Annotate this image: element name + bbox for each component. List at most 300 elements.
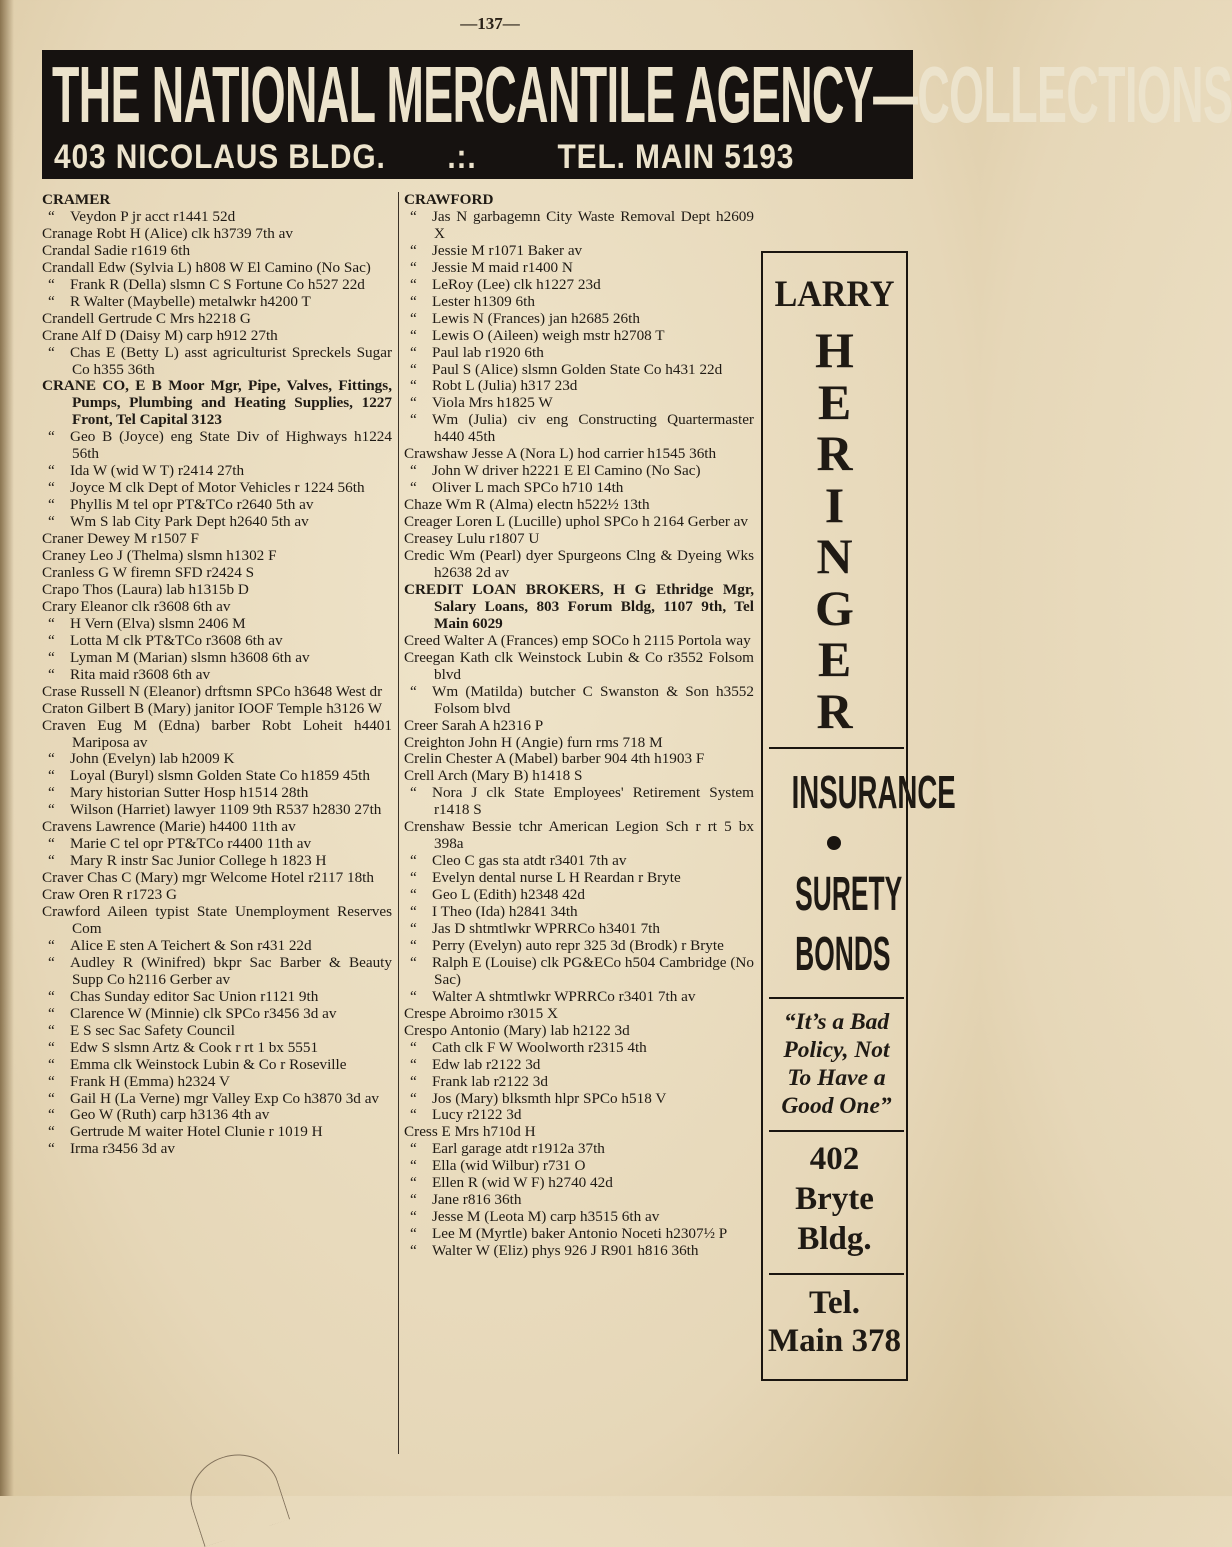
entry-text: Lester h1309 6th: [432, 292, 535, 310]
directory-entry: [42, 243, 392, 260]
ditto-mark: “: [410, 377, 417, 395]
directory-entry: [42, 853, 392, 870]
banner-address: 403 NICOLAUS BLDG.: [54, 138, 386, 176]
directory-entry: [42, 429, 392, 463]
advertisement-banner: [42, 50, 1232, 179]
ditto-mark: “: [48, 631, 55, 649]
directory-entry: [404, 1040, 754, 1057]
entry-text: Cleo C gas sta atdt r3401 7th av: [432, 852, 627, 870]
ditto-mark: “: [410, 1157, 417, 1175]
directory-entry: [404, 785, 754, 819]
directory-entry: [404, 938, 754, 955]
ditto-mark: “: [410, 292, 417, 310]
ditto-mark: “: [410, 1106, 417, 1124]
directory-entry: [404, 1209, 754, 1226]
ditto-mark: “: [48, 428, 55, 446]
directory-entry: [42, 633, 392, 650]
ditto-mark: “: [48, 1106, 55, 1124]
entry-text: Veydon P jr acct r1441 52d: [70, 207, 236, 225]
entry-text: Lewis O (Aileen) weigh mstr h2708 T: [432, 326, 665, 344]
directory-entry: [42, 1006, 392, 1023]
directory-entry: [404, 1023, 754, 1040]
ditto-mark: “: [48, 852, 55, 870]
directory-entry: [404, 1006, 754, 1023]
directory-entry: [42, 836, 392, 853]
directory-entry: [404, 853, 754, 870]
ditto-mark: “: [410, 869, 417, 887]
directory-entry: [42, 1124, 392, 1141]
directory-entry: [42, 751, 392, 768]
directory-entry: [42, 870, 392, 887]
directory-entry: [404, 378, 754, 395]
ditto-mark: “: [410, 784, 417, 802]
ditto-mark: “: [410, 1174, 417, 1192]
entry-text: Wilson (Harriet) lawyer 1109 9th R537 h2830 27th: [70, 801, 382, 819]
directory-entry: [404, 412, 754, 446]
entry-text: Crenshaw Bessie tchr American Legion Sch r rt 5 bx 398a: [404, 818, 754, 853]
ditto-mark: “: [48, 1072, 55, 1090]
ditto-mark: “: [410, 936, 417, 954]
entry-text: Jessie M r1071 Baker av: [432, 241, 583, 259]
ad-last-name-letter: H: [815, 322, 854, 378]
directory-entry: [404, 1057, 754, 1074]
entry-text: Ida W (wid W T) r2414 27th: [70, 462, 245, 480]
directory-entry: [42, 887, 392, 904]
ditto-mark: “: [48, 1038, 55, 1056]
entry-text: Craner Dewey M r1507 F: [42, 530, 199, 548]
ditto-mark: “: [410, 207, 417, 225]
ditto-mark: “: [410, 360, 417, 378]
directory-entry: [404, 921, 754, 938]
ditto-mark: “: [410, 343, 417, 361]
entry-text: Geo L (Edith) h2348 42d: [432, 886, 585, 904]
directory-entry: [404, 260, 754, 277]
directory-entry: [42, 497, 392, 514]
ad-rule: [769, 1130, 904, 1132]
directory-entry: [404, 1226, 754, 1243]
directory-entry: [404, 887, 754, 904]
ditto-mark: “: [410, 258, 417, 276]
directory-entry: [42, 480, 392, 497]
entry-text: Cranage Robt H (Alice) clk h3739 7th av: [42, 224, 293, 242]
entry-text: Frank R (Della) slsmn C S Fortune Co h527 22d: [70, 275, 365, 293]
page-binding-shadow: [0, 0, 14, 1496]
directory-entry: [42, 294, 392, 311]
ditto-mark: “: [48, 987, 55, 1005]
ditto-mark: “: [410, 1140, 417, 1158]
ditto-mark: “: [410, 394, 417, 412]
entry-text: Cath clk F W Woolworth r2315 4th: [432, 1038, 647, 1056]
directory-entry: [404, 1091, 754, 1108]
entry-text: Craw Oren R r1723 G: [42, 886, 177, 904]
entry-text: Ella (wid Wilbur) r731 O: [432, 1157, 586, 1175]
directory-entry: [42, 1091, 392, 1108]
entry-text: Cranless G W firemn SFD r2424 S: [42, 563, 255, 581]
business-listing: [404, 582, 754, 633]
entry-text: Crapo Thos (Laura) lab h1315b D: [42, 580, 249, 598]
ditto-mark: “: [48, 648, 55, 666]
directory-entry: [42, 989, 392, 1006]
directory-entry: [404, 548, 754, 582]
ad-last-name-vertical: [763, 322, 906, 739]
column-divider: [398, 192, 399, 1454]
entry-text: Earl garage atdt r1912a 37th: [432, 1140, 605, 1158]
entry-text: Marie C tel opr PT&TCo r4400 11th av: [70, 835, 312, 853]
ditto-mark: “: [410, 987, 417, 1005]
ad-address-line: Bldg.: [797, 1221, 872, 1257]
entry-text: Paul lab r1920 6th: [432, 343, 544, 361]
directory-entry: [404, 1124, 754, 1141]
directory-entry: [42, 819, 392, 836]
ditto-mark: “: [48, 1021, 55, 1039]
entry-text: Loyal (Buryl) slsmn Golden State Co h1859 45th: [70, 767, 370, 785]
ditto-mark: “: [410, 241, 417, 259]
surname-heading: [404, 192, 754, 209]
ditto-mark: “: [410, 479, 417, 497]
ad-slogan-line: “It’s a Bad: [783, 1009, 890, 1035]
entry-text: R Walter (Maybelle) metalwkr h4200 T: [70, 292, 311, 310]
ditto-mark: “: [48, 479, 55, 497]
directory-entry: [404, 955, 754, 989]
directory-entry: [42, 802, 392, 819]
directory-entry: [42, 616, 392, 633]
directory-entry: [404, 446, 754, 463]
ad-last-name-letter: E: [817, 631, 852, 687]
entry-text: Alice E sten A Teichert & Son r431 22d: [70, 936, 312, 954]
entry-text: Jos (Mary) blksmth hlpr SPCo h518 V: [432, 1089, 667, 1107]
directory-entry: [42, 345, 392, 379]
entry-text: CRAWFORD: [404, 191, 494, 208]
entry-text: Audley R (Winifred) bkpr Sac Barber & Beauty Supp Co h2116 Gerber av: [70, 953, 392, 988]
directory-entry: [404, 463, 754, 480]
entry-text: Edw S slsmn Artz & Cook r rt 1 bx 5551: [70, 1038, 319, 1056]
ditto-mark: “: [48, 665, 55, 683]
entry-text: Crary Eleanor clk r3608 6th av: [42, 597, 231, 615]
ad-last-name-letter: E: [817, 373, 852, 430]
entry-text: Lyman M (Marian) slsmn h3608 6th av: [70, 648, 310, 666]
directory-entry: [404, 684, 754, 718]
entry-text: Cravens Lawrence (Marie) h4400 11th av: [42, 818, 296, 836]
entry-text: John (Evelyn) lab h2009 K: [70, 750, 235, 768]
directory-entry: [42, 1141, 392, 1158]
directory-entry: [42, 328, 392, 345]
directory-entry: [404, 497, 754, 514]
ditto-mark: “: [410, 275, 417, 293]
directory-entry: [404, 243, 754, 260]
ad-last-name-letter: R: [816, 682, 853, 739]
ditto-mark: “: [48, 1140, 55, 1158]
directory-entry: [404, 633, 754, 650]
entry-text: Jas N garbagemn City Waste Removal Dept h2609 X: [432, 207, 754, 242]
entry-text: Oliver L mach SPCo h710 14th: [432, 479, 624, 497]
entry-text: Paul S (Alice) slsmn Golden State Co h431 22d: [432, 360, 723, 378]
directory-entry: [404, 650, 754, 684]
entry-text: Jas D shtmtlwkr WPRRCo h3401 7th: [432, 919, 660, 937]
entry-text: Crandall Edw (Sylvia L) h808 W El Camino (No Sac): [42, 258, 371, 276]
directory-entry: [42, 667, 392, 684]
entry-text: Jane r816 36th: [432, 1191, 522, 1209]
directory-entry: [404, 209, 754, 243]
entry-text: Rita maid r3608 6th av: [70, 665, 211, 683]
directory-entry: [404, 345, 754, 362]
entry-text: Crandal Sadie r1619 6th: [42, 241, 191, 259]
directory-entry: [42, 650, 392, 667]
entry-text: Viola Mrs h1825 W: [432, 394, 553, 412]
entry-text: Ellen R (wid W F) h2740 42d: [432, 1174, 613, 1192]
heringer-advertisement: [761, 251, 956, 1381]
ditto-mark: “: [410, 1055, 417, 1073]
entry-text: Creasey Lulu r1807 U: [404, 530, 540, 548]
entry-text: Creager Loren L (Lucille) uphol SPCo h 2164 Gerber av: [404, 513, 749, 531]
ad-rule: [769, 1273, 904, 1275]
ditto-mark: “: [410, 903, 417, 921]
ditto-mark: “: [48, 750, 55, 768]
bullet-icon: [827, 836, 841, 850]
entry-text: Creighton John H (Angie) furn rms 718 M: [404, 733, 663, 751]
entry-text: Creer Sarah A h2316 P: [404, 716, 544, 734]
directory-entry: [404, 768, 754, 785]
entry-text: Crell Arch (Mary B) h1418 S: [404, 767, 583, 785]
directory-entry: [42, 599, 392, 616]
directory-entry: [404, 1243, 754, 1260]
entry-text: Crawford Aileen typist State Unemployment Reserves Com: [42, 903, 392, 937]
entry-text: Frank H (Emma) h2324 V: [70, 1072, 231, 1090]
entry-text: Lucy r2122 3d: [432, 1106, 522, 1124]
directory-entry: [404, 1158, 754, 1175]
ditto-mark: “: [410, 462, 417, 480]
ditto-mark: “: [48, 801, 55, 819]
entry-text: Crespo Antonio (Mary) lab h2122 3d: [404, 1021, 630, 1039]
directory-entry: [42, 1107, 392, 1124]
ad-last-name-letter: I: [824, 476, 845, 533]
directory-entry: [404, 514, 754, 531]
ditto-mark: “: [48, 953, 55, 971]
directory-entry: [404, 480, 754, 497]
entry-text: I Theo (Ida) h2841 34th: [432, 903, 578, 921]
ditto-mark: “: [48, 292, 55, 310]
directory-entry: [42, 768, 392, 785]
entry-text: Chas Sunday editor Sac Union r1121 9th: [70, 987, 319, 1005]
ditto-mark: “: [48, 343, 55, 361]
entry-text: Jessie M maid r1400 N: [432, 258, 573, 276]
ditto-mark: “: [410, 1242, 417, 1260]
ditto-mark: “: [410, 919, 417, 937]
ditto-mark: “: [410, 326, 417, 344]
ditto-mark: “: [48, 275, 55, 293]
entry-text: Walter W (Eliz) phys 926 J R901 h816 36th: [432, 1242, 699, 1260]
entry-text: Chas E (Betty L) asst agriculturist Spreckels Sugar Co h355 36th: [70, 343, 392, 378]
directory-entry: [404, 1074, 754, 1091]
directory-entry: [42, 531, 392, 548]
entry-text: Chaze Wm R (Alma) electn h522½ 13th: [404, 496, 650, 514]
entry-text: Perry (Evelyn) auto repr 325 3d (Brodk) r Bryte: [432, 936, 724, 954]
ditto-mark: “: [48, 936, 55, 954]
ditto-mark: “: [48, 207, 55, 225]
entry-text: Frank lab r2122 3d: [432, 1072, 548, 1090]
directory-entry: [404, 362, 754, 379]
entry-text: Evelyn dental nurse L H Reardan r Bryte: [432, 869, 681, 887]
entry-text: Walter A shtmtlwkr WPRRCo r3401 7th av: [432, 987, 696, 1005]
directory-entry: [42, 904, 392, 938]
ad-last-name-letter: R: [816, 425, 853, 481]
directory-entry: [404, 904, 754, 921]
entry-text: Lee M (Myrtle) baker Antonio Noceti h2307½ P: [432, 1225, 728, 1243]
ditto-mark: “: [48, 1055, 55, 1073]
ad-slogan-line: Policy, Not: [783, 1037, 890, 1063]
ditto-mark: “: [410, 309, 417, 327]
ditto-mark: “: [410, 886, 417, 904]
entry-text: John W driver h2221 E El Camino (No Sac): [432, 462, 701, 480]
surname-heading: [42, 192, 392, 209]
ad-address: [763, 1139, 906, 1259]
directory-entry: [42, 785, 392, 802]
directory-entry: [404, 1192, 754, 1209]
pencil-mark: [180, 1443, 290, 1547]
ditto-mark: “: [410, 852, 417, 870]
banner-phone: TEL. MAIN 5193: [557, 138, 795, 176]
entry-text: Lewis N (Frances) jan h2685 26th: [432, 309, 640, 327]
directory-entry: [404, 870, 754, 887]
ad-tel-number: Main 378: [768, 1323, 901, 1359]
entry-text: Craton Gilbert B (Mary) janitor IOOF Temple h3126 W: [42, 699, 383, 717]
directory-entry: [404, 1141, 754, 1158]
entry-text: Cress E Mrs h710d H: [404, 1123, 536, 1141]
ditto-mark: “: [48, 513, 55, 531]
ditto-mark: “: [410, 1208, 417, 1226]
banner-title: THE NATIONAL MERCANTILE AGENCY—COLLECTIONS: [52, 50, 1232, 139]
entry-text: Craven Eug M (Edna) barber Robt Loheit h4401 Mariposa av: [42, 716, 392, 751]
ad-telephone: [763, 1284, 906, 1360]
entry-text: Wm (Matilda) butcher C Swanston & Son h3552 Folsom blvd: [432, 682, 754, 717]
entry-text: Craney Leo J (Thelma) slsmn h1302 F: [42, 547, 277, 565]
ad-slogan-line: Good One”: [781, 1093, 892, 1119]
ditto-mark: “: [410, 1225, 417, 1243]
directory-entry: [404, 311, 754, 328]
ad-insurance: INSURANCE: [791, 766, 956, 818]
directory-entry: [42, 582, 392, 599]
entry-text: Ralph E (Louise) clk PG&ECo h504 Cambridge (No Sac): [432, 953, 754, 988]
directory-entry: [42, 463, 392, 480]
directory-column-middle: [404, 192, 754, 1260]
entry-text: CREDIT LOAN BROKERS, H G Ethridge Mgr, Salary Loans, 803 Forum Bldg, 1107 9th, Tel Main 6029: [404, 580, 754, 632]
directory-entry: [404, 751, 754, 768]
entry-text: Edw lab r2122 3d: [432, 1055, 541, 1073]
entry-text: Mary R instr Sac Junior College h 1823 H: [70, 852, 327, 870]
ditto-mark: “: [410, 682, 417, 700]
banner-contact: [54, 138, 802, 176]
directory-entry: [42, 1074, 392, 1091]
directory-entry: [404, 1175, 754, 1192]
entry-text: Creed Walter A (Frances) emp SOCo h 2115 Portola way: [404, 631, 751, 649]
directory-entry: [42, 718, 392, 752]
ad-bonds: BONDS: [795, 928, 891, 981]
directory-entry: [42, 260, 392, 277]
ad-last-name-letter: G: [815, 579, 854, 636]
entry-text: Wm (Julia) civ eng Constructing Quartermaster h440 45th: [432, 411, 754, 446]
ad-tel-label: Tel.: [808, 1285, 861, 1321]
ditto-mark: “: [48, 767, 55, 785]
ad-last-name-letter: N: [816, 528, 853, 584]
ad-rule: [769, 747, 904, 749]
ditto-mark: “: [48, 784, 55, 802]
ad-first-name: LARRY: [774, 274, 895, 315]
entry-text: Crawshaw Jesse A (Nora L) hod carrier h1545 36th: [404, 445, 717, 463]
entry-text: Crelin Chester A (Mabel) barber 904 4th h1903 F: [404, 750, 705, 768]
directory-entry: [42, 226, 392, 243]
ditto-mark: “: [48, 1123, 55, 1141]
ditto-mark: “: [410, 1038, 417, 1056]
directory-entry: [42, 938, 392, 955]
directory-entry: [404, 328, 754, 345]
directory-entry: [404, 989, 754, 1006]
banner-separator: .:.: [447, 138, 477, 176]
entry-text: Jesse M (Leota M) carp h3515 6th av: [432, 1208, 660, 1226]
ditto-mark: “: [410, 411, 417, 429]
entry-text: Mary historian Sutter Hosp h1514 28th: [70, 784, 309, 802]
ditto-mark: “: [48, 496, 55, 514]
ditto-mark: “: [410, 1089, 417, 1107]
entry-text: Geo B (Joyce) eng State Div of Highways h1224 56th: [70, 428, 392, 463]
entry-text: Creegan Kath clk Weinstock Lubin & Co r3552 Folsom blvd: [404, 648, 754, 683]
ditto-mark: “: [48, 614, 55, 632]
directory-entry: [42, 277, 392, 294]
ditto-mark: “: [410, 1191, 417, 1209]
ditto-mark: “: [410, 953, 417, 971]
entry-text: Gertrude M waiter Hotel Clunie r 1019 H: [70, 1123, 323, 1141]
entry-text: Craver Chas C (Mary) mgr Welcome Hotel r2117 18th: [42, 869, 374, 887]
ad-surety-bonds: [795, 865, 903, 985]
entry-text: Crase Russell N (Eleanor) drftsmn SPCo h3648 West dr: [42, 682, 383, 700]
entry-text: Joyce M clk Dept of Motor Vehicles r 1224 56th: [70, 479, 365, 497]
entry-text: Geo W (Ruth) carp h3136 4th av: [70, 1106, 270, 1124]
entry-text: Nora J clk State Employees' Retirement System r1418 S: [432, 784, 754, 819]
directory-entry: [42, 684, 392, 701]
directory-entry: [42, 565, 392, 582]
entry-text: Gail H (La Verne) mgr Valley Exp Co h3870 3d av: [70, 1089, 380, 1107]
entry-text: H Vern (Elva) slsmn 2406 M: [70, 614, 246, 632]
directory-entry: [404, 735, 754, 752]
ditto-mark: “: [48, 1004, 55, 1022]
directory-entry: [404, 294, 754, 311]
entry-text: Wm S lab City Park Dept h2640 5th av: [70, 513, 309, 531]
entry-text: Crespe Abroimo r3015 X: [404, 1004, 558, 1022]
directory-entry: [42, 1040, 392, 1057]
directory-entry: [42, 1057, 392, 1074]
entry-text: Crandell Gertrude C Mrs h2218 G: [42, 309, 251, 327]
ad-surety: SURETY: [795, 868, 903, 921]
entry-text: Robt L (Julia) h317 23d: [432, 377, 578, 395]
ad-slogan: [767, 1008, 906, 1120]
directory-entry: [42, 955, 392, 989]
ad-slogan-line: To Have a: [787, 1065, 886, 1091]
ditto-mark: “: [48, 462, 55, 480]
entry-text: Phyllis M tel opr PT&TCo r2640 5th av: [70, 496, 314, 514]
ditto-mark: “: [48, 835, 55, 853]
directory-entry: [404, 718, 754, 735]
directory-entry: [404, 531, 754, 548]
entry-text: Emma clk Weinstock Lubin & Co r Roseville: [70, 1055, 347, 1073]
directory-column-left: [42, 192, 392, 1158]
directory-entry: [404, 819, 754, 853]
ad-address-line: Bryte: [795, 1181, 874, 1217]
directory-entry: [42, 1023, 392, 1040]
directory-entry: [42, 514, 392, 531]
ad-address-line: 402: [809, 1141, 860, 1177]
entry-text: Crane Alf D (Daisy M) carp h912 27th: [42, 326, 278, 344]
directory-entry: [404, 1107, 754, 1124]
page-number: —137—: [460, 14, 520, 33]
ad-rule: [769, 997, 904, 999]
